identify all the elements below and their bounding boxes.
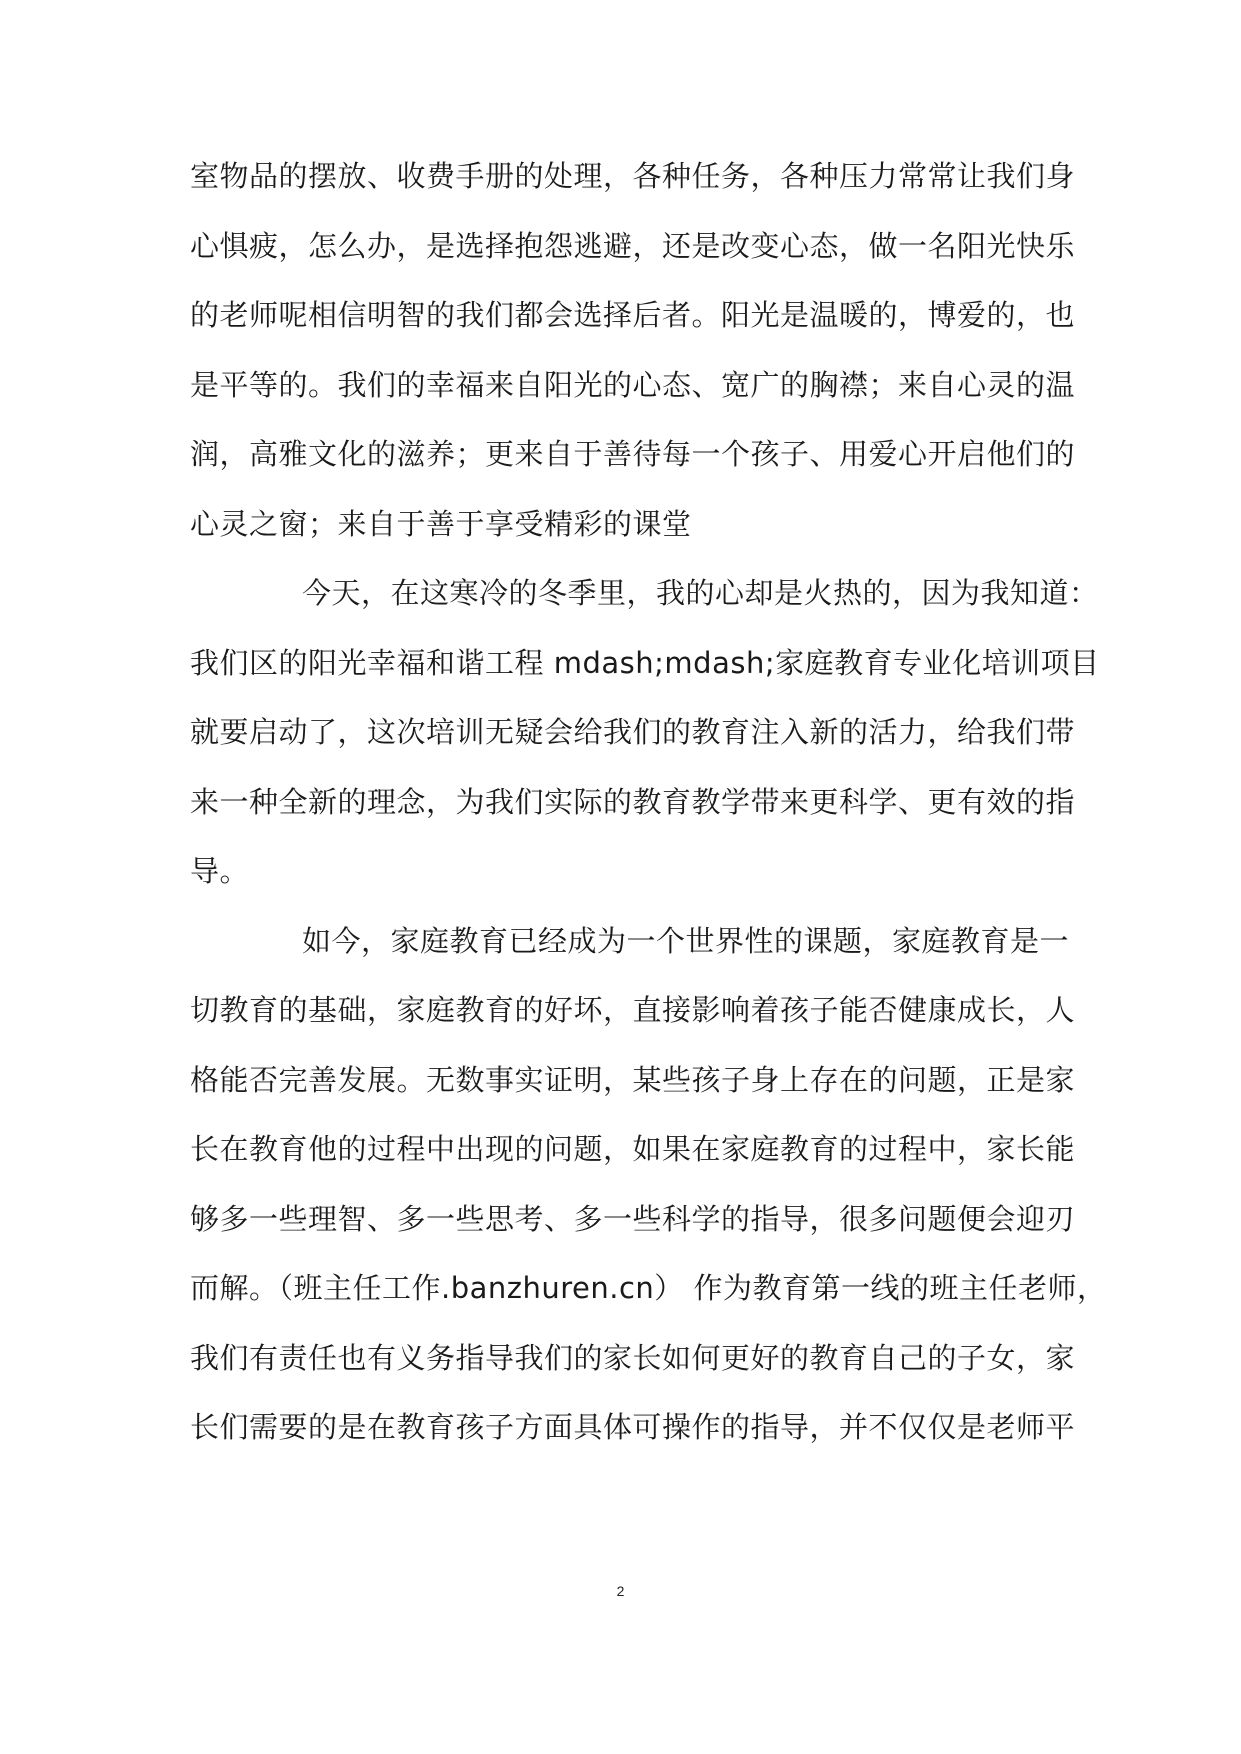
text-line: 的老师呢相信明智的我们都会选择后者。阳光是温暖的，博爱的，也 — [190, 298, 1076, 332]
text-line: 我们有责任也有义务指导我们的家长如何更好的教育自己的子女，家 — [190, 1340, 1076, 1375]
page-number: 2 — [616, 1583, 625, 1599]
text-line: 够多一些理智、多一些思考、多一些科学的指导，很多问题便会迎刃 — [190, 1201, 1076, 1236]
text-line: 而解。（班主任工作.banzhuren.cn） 作为教育第一线的班主任老师， — [190, 1271, 1107, 1305]
text-line: 心灵之窗；来自于善于享受精彩的课堂 — [190, 506, 692, 541]
text-line: 是平等的。我们的幸福来自阳光的心态、宽广的胸襟；来自心灵的温 — [190, 367, 1076, 402]
text-line: 长们需要的是在教育孩子方面具体可操作的指导，并不仅仅是老师平 — [190, 1410, 1076, 1444]
text-line: 导。 — [190, 854, 250, 888]
paragraph-start-line: 如今，家庭教育已经成为一个世界性的课题，家庭教育是一 — [302, 923, 1070, 958]
text-line: 长在教育他的过程中出现的问题，如果在家庭教育的过程中，家长能 — [190, 1132, 1076, 1166]
text-line: 就要启动了，这次培训无疑会给我们的教育注入新的活力，给我们带 — [190, 715, 1076, 749]
paragraph-start-line: 今天，在这寒冷的冬季里，我的心却是火热的，因为我知道： — [302, 576, 1099, 610]
text-line: 来一种全新的理念，为我们实际的教育教学带来更科学、更有效的指 — [190, 784, 1076, 819]
text-line: 我们区的阳光幸福和谐工程 mdash;mdash;家庭教育专业化培训项目 — [190, 645, 1100, 680]
text-line: 心惧疲，怎么办，是选择抱怨逃避，还是改变心态，做一名阳光快乐 — [190, 228, 1076, 263]
text-line: 室物品的摆放、收费手册的处理，各种任务，各种压力常常让我们身 — [190, 159, 1076, 193]
text-line: 润，高雅文化的滋养；更来自于善待每一个孩子、用爱心开启他们的 — [190, 437, 1076, 471]
text-line: 切教育的基础，家庭教育的好坏，直接影响着孩子能否健康成长，人 — [190, 993, 1076, 1027]
text-line: 格能否完善发展。无数事实证明，某些孩子身上存在的问题，正是家 — [190, 1062, 1076, 1097]
body-text — [190, 142, 1107, 1463]
